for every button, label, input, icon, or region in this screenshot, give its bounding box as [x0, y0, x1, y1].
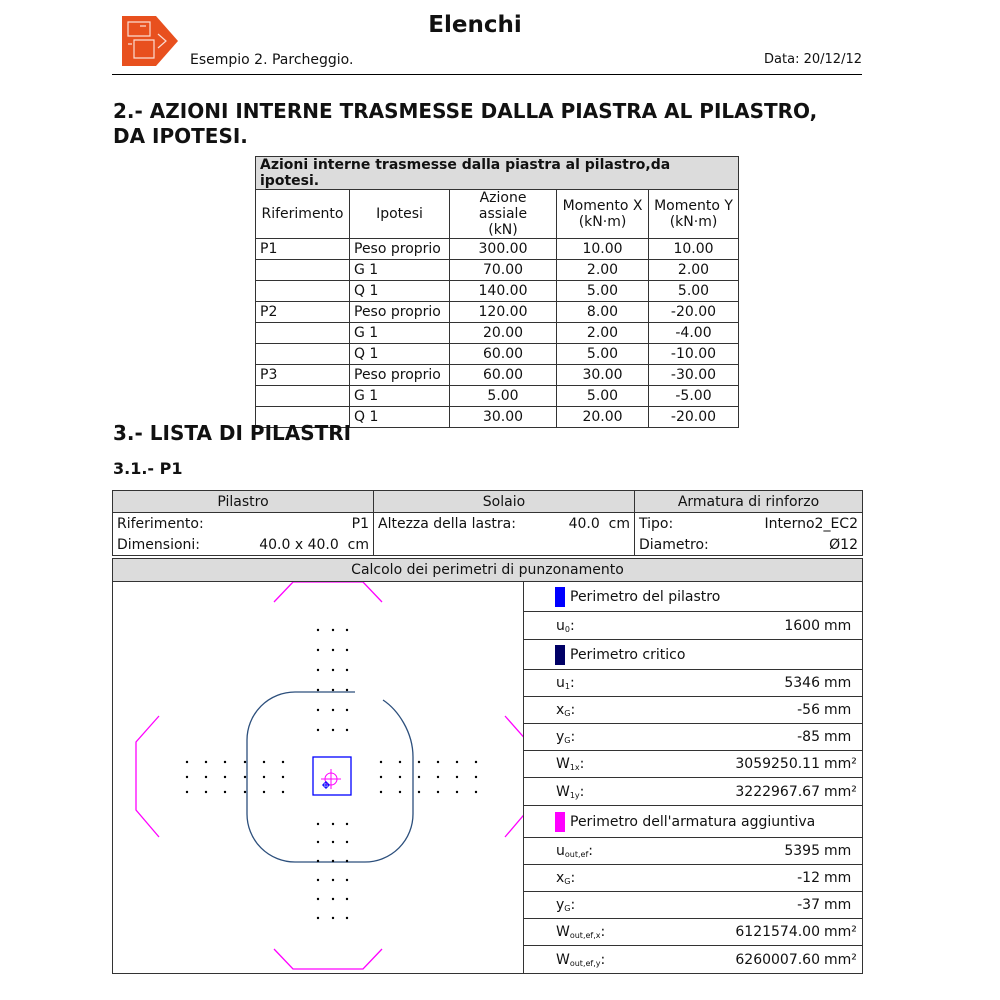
table-row	[256, 281, 739, 302]
outer-perimeter-right	[505, 716, 523, 837]
table-cell: 120.00	[450, 302, 557, 323]
table-cell: 60.00	[450, 365, 557, 386]
table-cell: 20.00	[557, 407, 649, 428]
table-cell: Peso proprio	[350, 239, 450, 260]
col-header-azione-assiale	[450, 190, 557, 239]
u0-sym: u	[556, 617, 565, 634]
header-divider	[112, 74, 862, 75]
outer-perimeter-bottom	[274, 949, 382, 969]
stud-dot	[317, 649, 319, 651]
riferimento-cell	[113, 513, 374, 535]
stud-dot	[332, 669, 334, 671]
armatura-header: Armatura di rinforzo	[635, 491, 863, 513]
punching-drawing-area	[113, 582, 524, 973]
row-wouty	[524, 946, 862, 973]
u1-sub: 1	[564, 682, 570, 691]
stud-dot	[346, 823, 348, 825]
wouty-label: $W_{out,ef,y}$:	[556, 951, 606, 968]
riferimento-value: P1	[351, 515, 369, 532]
momento-x-unit: (kN·m)	[578, 214, 627, 230]
stud-dot	[346, 841, 348, 843]
pilastro-label: Perimetro del pilastro	[570, 588, 721, 605]
table-cell: 5.00	[450, 386, 557, 407]
table-cell: Peso proprio	[350, 365, 450, 386]
u0-sub: 0	[564, 624, 570, 634]
row-w1y	[524, 778, 862, 806]
altezza-cell	[374, 513, 635, 535]
table-cell: 2.00	[649, 260, 739, 281]
stud-dot	[205, 761, 207, 763]
stud-dot	[475, 776, 477, 778]
stud-dot	[244, 791, 246, 793]
woutx-unit: mm²	[824, 924, 857, 940]
dimensioni-label: Dimensioni:	[117, 536, 201, 553]
xg1-sym: x	[556, 702, 565, 718]
dimensioni-value: 40.0 x 40.0	[259, 536, 339, 553]
dimensioni-cell	[113, 534, 374, 556]
pilastro-header: Pilastro	[113, 491, 374, 513]
table-cell: G 1	[350, 323, 450, 344]
col-header-momento-y	[649, 190, 739, 239]
table-cell: Q 1	[350, 344, 450, 365]
table-row	[256, 365, 739, 386]
table-cell: P3	[256, 365, 350, 386]
critico-label: Perimetro critico	[570, 646, 686, 663]
table-cell: 60.00	[450, 344, 557, 365]
table-cell: -20.00	[649, 302, 739, 323]
wouty-sym: W	[556, 951, 570, 968]
table-cell: 20.00	[450, 323, 557, 344]
table-cell: 30.00	[557, 365, 649, 386]
stud-dot	[332, 823, 334, 825]
section-2-heading-line2: DA IPOTESI.	[113, 124, 248, 148]
stud-dot	[418, 776, 420, 778]
xg2-sym: x	[556, 870, 565, 886]
stud-dot	[282, 761, 284, 763]
row-yg1	[524, 724, 862, 751]
table-cell: G 1	[350, 260, 450, 281]
woutx-sym: W	[556, 924, 570, 940]
diametro-label: Diametro:	[639, 536, 709, 553]
stud-dot	[475, 761, 477, 763]
row-u0	[524, 612, 862, 640]
stud-dot	[332, 629, 334, 631]
stud-dot	[346, 669, 348, 671]
stud-dot	[317, 898, 319, 900]
print-date: Data: 20/12/12	[764, 52, 862, 67]
w1y-sub: 1y	[569, 790, 580, 800]
perimeter-results-panel	[524, 582, 862, 973]
riferimento-label: Riferimento:	[117, 515, 204, 532]
table-cell: 140.00	[450, 281, 557, 302]
stud-dot	[317, 823, 319, 825]
momento-x-label: Momento X	[562, 198, 643, 214]
stud-dot	[317, 669, 319, 671]
stud-dot	[418, 791, 420, 793]
stud-dot	[418, 761, 420, 763]
table-cell: G 1	[350, 386, 450, 407]
stud-dot	[346, 709, 348, 711]
xg2-label: $x_G$:	[556, 870, 576, 886]
stud-dot	[437, 791, 439, 793]
azione-assiale-label: Azione assiale	[478, 190, 528, 222]
stud-dot	[263, 776, 265, 778]
pilastro-color-swatch	[555, 587, 565, 607]
table-cell: -4.00	[649, 323, 739, 344]
woutx-sub: out,ef,x	[569, 931, 601, 940]
dimensioni-value-group	[259, 537, 369, 553]
stud-dot	[186, 761, 188, 763]
w1x-sub: 1x	[569, 763, 580, 772]
stud-dot	[456, 776, 458, 778]
table-cell: 5.00	[557, 281, 649, 302]
project-subtitle: Esempio 2. Parcheggio.	[190, 52, 354, 68]
table-cell: -5.00	[649, 386, 739, 407]
stud-dot	[317, 879, 319, 881]
section-3-heading: 3.- LISTA DI PILASTRI	[113, 421, 352, 445]
yg2-label: $y_G$:	[556, 897, 576, 913]
stud-dot	[346, 729, 348, 731]
stud-dot	[186, 776, 188, 778]
table-row	[256, 239, 739, 260]
forces-table-body	[256, 239, 739, 428]
uout-label: $u_{out,ef}$:	[556, 843, 593, 859]
stud-dot	[332, 917, 334, 919]
table-cell: -30.00	[649, 365, 739, 386]
w1y-value: 3222967.67	[735, 783, 820, 800]
xg2-unit: mm	[824, 870, 852, 886]
diametro-value: Ø12	[829, 536, 858, 553]
outer-perimeter-left	[136, 716, 159, 837]
table-cell: 30.00	[450, 407, 557, 428]
stud-dot	[244, 776, 246, 778]
table-cell: Q 1	[350, 281, 450, 302]
uout-unit: mm	[824, 843, 852, 859]
uout-sub: out,ef	[564, 850, 589, 859]
u0-unit: mm	[824, 617, 852, 634]
stud-dot	[456, 791, 458, 793]
altezza-value-group	[569, 516, 630, 532]
stud-dot	[282, 776, 284, 778]
tipo-value: Interno2_EC2	[764, 515, 858, 532]
u1-value: 5346	[784, 675, 820, 691]
yg1-label: $y_G$:	[556, 729, 576, 745]
stud-dot	[346, 860, 348, 862]
stud-dot	[205, 791, 207, 793]
stud-dot	[399, 761, 401, 763]
yg2-value: -37	[797, 897, 820, 913]
tipo-label: Tipo:	[639, 515, 674, 532]
w1x-sym: W	[556, 756, 570, 772]
u1-unit: mm	[824, 675, 852, 691]
table-cell	[256, 323, 350, 344]
woutx-label: $W_{out,ef,x}$:	[556, 924, 606, 940]
stud-dot	[475, 791, 477, 793]
stud-dot	[263, 791, 265, 793]
stud-dot	[332, 649, 334, 651]
yg1-unit: mm	[824, 729, 852, 745]
w1y-sym: W	[556, 783, 570, 800]
u1-sym: u	[556, 675, 565, 691]
forces-table	[255, 156, 739, 428]
stud-dot	[317, 917, 319, 919]
empty-cell	[374, 534, 635, 556]
w1y-unit: mm²	[824, 783, 857, 800]
table-row	[256, 260, 739, 281]
stud-dot	[332, 709, 334, 711]
woutx-value: 6121574.00	[735, 924, 820, 940]
table-row	[256, 323, 739, 344]
xg1-label: $x_G$:	[556, 702, 576, 718]
wouty-sub: out,ef,y	[569, 958, 601, 968]
table-cell: Q 1	[350, 407, 450, 428]
wouty-unit: mm²	[824, 951, 857, 968]
stud-dot	[380, 791, 382, 793]
wouty-value: 6260007.60	[735, 951, 820, 968]
w1x-unit: mm²	[824, 756, 857, 772]
table-cell: P2	[256, 302, 350, 323]
w1x-label: $W_{1x}$:	[556, 756, 585, 772]
row-woutx	[524, 919, 862, 946]
stud-dot	[332, 729, 334, 731]
diametro-cell	[635, 534, 863, 556]
table-row	[256, 386, 739, 407]
stud-dot	[346, 649, 348, 651]
table-cell: 10.00	[557, 239, 649, 260]
stud-dot	[186, 791, 188, 793]
xg1-sub: G	[564, 709, 571, 718]
punching-perimeter-heading: Calcolo dei perimetri di punzonamento	[113, 559, 862, 582]
row-w1x	[524, 751, 862, 778]
table-cell: 10.00	[649, 239, 739, 260]
uout-value: 5395	[784, 843, 820, 859]
yg1-sub: G	[564, 736, 571, 745]
yg1-value: -85	[797, 729, 820, 745]
xg2-value: -12	[797, 870, 820, 886]
stud-dot	[317, 860, 319, 862]
yg2-sub: G	[564, 904, 571, 913]
stud-dot	[317, 709, 319, 711]
row-u1	[524, 670, 862, 697]
row-uout	[524, 838, 862, 865]
outer-perimeter-top	[274, 582, 382, 602]
u0-value: 1600	[784, 617, 820, 634]
table-row	[256, 302, 739, 323]
critico-color-swatch	[555, 645, 565, 665]
stud-dot	[263, 761, 265, 763]
stud-dot	[205, 776, 207, 778]
yg2-unit: mm	[824, 897, 852, 913]
stud-dot	[317, 629, 319, 631]
stud-dot	[332, 689, 334, 691]
table-cell	[256, 344, 350, 365]
forces-table-caption: Azioni interne trasmesse dalla piastra al pilastro,da ipotesi.	[256, 157, 739, 190]
col-header-momento-x	[557, 190, 649, 239]
page-title: Elenchi	[428, 12, 522, 38]
critical-perimeter-curve	[247, 692, 413, 862]
armatura-label: Perimetro dell'armatura aggiuntiva	[570, 813, 816, 830]
w1x-value: 3059250.11	[735, 756, 820, 772]
momento-y-unit: (kN·m)	[669, 214, 718, 230]
xg1-value: -56	[797, 702, 820, 718]
col-header-riferimento: Riferimento	[256, 190, 350, 239]
table-cell: 70.00	[450, 260, 557, 281]
table-cell	[256, 386, 350, 407]
table-cell: 5.00	[557, 386, 649, 407]
column-info-table	[112, 490, 863, 556]
table-cell: 5.00	[557, 344, 649, 365]
stud-dot	[437, 761, 439, 763]
section-2-heading	[113, 99, 817, 149]
table-cell: 2.00	[557, 323, 649, 344]
table-cell: P1	[256, 239, 350, 260]
table-cell: 2.00	[557, 260, 649, 281]
dimensioni-unit: cm	[347, 536, 369, 553]
forces-table-header	[256, 190, 739, 239]
stud-dot	[244, 761, 246, 763]
stud-dot	[346, 917, 348, 919]
legend-perimetro-critico	[524, 640, 862, 670]
stud-dot	[346, 879, 348, 881]
stud-dot	[380, 761, 382, 763]
stud-dot	[399, 791, 401, 793]
punching-drawing	[113, 582, 523, 973]
stud-dot	[346, 898, 348, 900]
altezza-value: 40.0	[568, 515, 600, 532]
table-cell: -10.00	[649, 344, 739, 365]
u1-label: $u_1$:	[556, 675, 575, 691]
stud-dot	[224, 761, 226, 763]
table-cell: 8.00	[557, 302, 649, 323]
table-cell: 300.00	[450, 239, 557, 260]
momento-y-label: Momento Y	[654, 198, 733, 214]
stud-dot	[224, 791, 226, 793]
azione-assiale-unit: (kN)	[488, 222, 518, 238]
stud-dot	[346, 629, 348, 631]
legend-perimetro-pilastro	[524, 582, 862, 612]
stud-dot	[380, 776, 382, 778]
table-row	[256, 344, 739, 365]
table-cell: 5.00	[649, 281, 739, 302]
solaio-header: Solaio	[374, 491, 635, 513]
w1y-label: $W_{1y}$:	[556, 783, 585, 800]
row-xg1	[524, 697, 862, 724]
stud-dot	[317, 729, 319, 731]
section-2-heading-line1: 2.- AZIONI INTERNE TRASMESSE DALLA PIASTRA AL PILASTRO,	[113, 99, 818, 123]
stud-dot	[437, 776, 439, 778]
yg1-sym: y	[556, 729, 565, 745]
stud-dot	[317, 841, 319, 843]
stud-dot	[332, 841, 334, 843]
xg2-sub: G	[564, 877, 571, 886]
punching-perimeter-box	[112, 558, 863, 974]
stud-dot	[224, 776, 226, 778]
table-cell: -20.00	[649, 407, 739, 428]
legend-perimetro-armatura	[524, 806, 862, 838]
table-cell	[256, 260, 350, 281]
table-cell	[256, 281, 350, 302]
row-yg2	[524, 892, 862, 919]
stud-dot	[317, 689, 319, 691]
uout-sym: u	[556, 843, 565, 859]
xg1-unit: mm	[824, 702, 852, 718]
stud-dot	[399, 776, 401, 778]
stud-dot	[332, 860, 334, 862]
section-3-1-heading: 3.1.- P1	[113, 459, 183, 478]
col-header-ipotesi: Ipotesi	[350, 190, 450, 239]
stud-dot	[332, 898, 334, 900]
altezza-label: Altezza della lastra:	[378, 515, 516, 532]
altezza-unit: cm	[608, 515, 630, 532]
stud-dot	[282, 791, 284, 793]
u0-label: $u_0$:	[556, 617, 575, 634]
table-cell: Peso proprio	[350, 302, 450, 323]
yg2-sym: y	[556, 897, 565, 913]
stud-dot	[332, 879, 334, 881]
column-outline	[313, 757, 351, 795]
tipo-cell	[635, 513, 863, 535]
stud-dot	[456, 761, 458, 763]
stud-dot	[346, 689, 348, 691]
armatura-color-swatch	[555, 812, 565, 832]
row-xg2	[524, 865, 862, 892]
